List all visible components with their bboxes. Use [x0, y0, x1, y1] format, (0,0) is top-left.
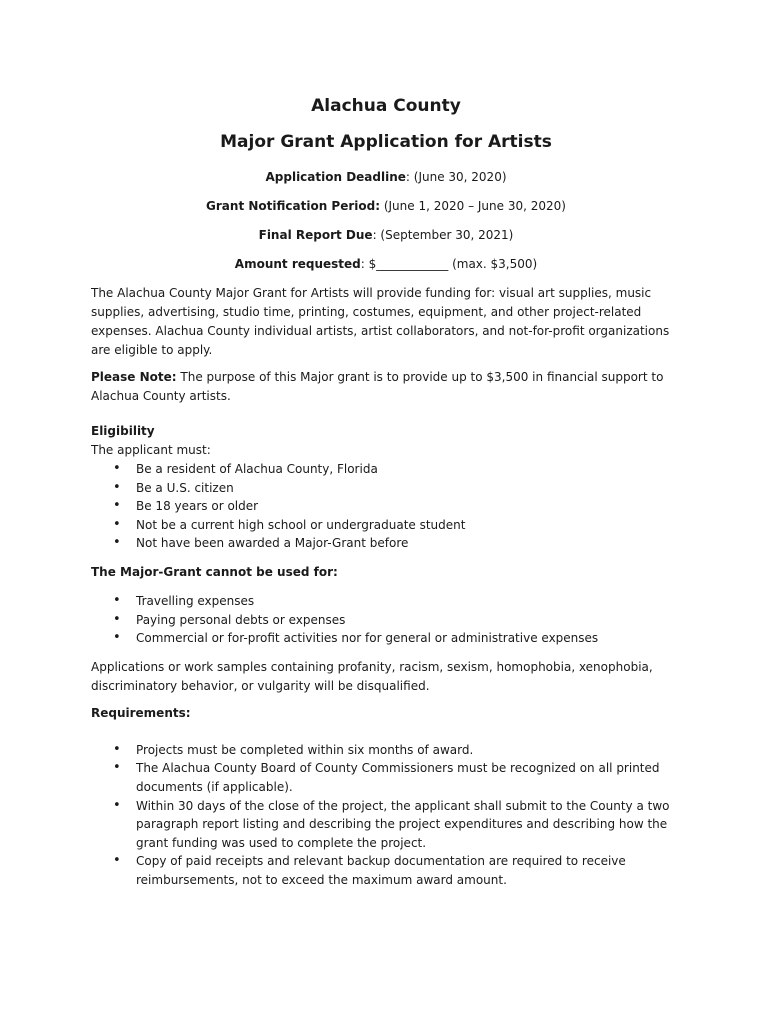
requirement-item: • Copy of paid receipts and relevant backup documentation are required to receive reimbursements, not to exceed the maximum award amount. [91, 852, 681, 889]
eligibility-heading: Eligibility [91, 424, 155, 438]
notification-period [91, 197, 681, 215]
eligibility-item: • Not have been awarded a Major-Grant before [91, 534, 681, 553]
eligibility-lead: The applicant must: [91, 443, 211, 457]
requirements-heading: Requirements: [91, 705, 191, 720]
amount-value: : $____________ (max. $3,500) [360, 257, 538, 271]
note-text: The purpose of this Major grant is to provide up to $3,500 in financial support to Alachua County artists. [91, 370, 664, 403]
restrictions-heading: The Major-Grant cannot be used for: [91, 564, 338, 579]
note-paragraph [91, 368, 681, 406]
eligibility-item: • Be a U.S. citizen [91, 479, 681, 498]
county-title: Alachua County [311, 96, 461, 116]
eligibility-list [91, 460, 681, 553]
application-title: Major Grant Application for Artists [220, 132, 552, 152]
requirements-list [91, 741, 681, 890]
notification-label: Grant Notification Period: [206, 199, 381, 213]
eligibility-item: • Not be a current high school or undergraduate student [91, 516, 681, 535]
restriction-item: • Travelling expenses [91, 592, 681, 611]
restrictions-list [91, 592, 681, 648]
intro-paragraph: The Alachua County Major Grant for Artists will provide funding for: visual art supplies, music supplies, advertising, studio time, printing, costumes, equipment, and other project-related expenses. Alachua County individual artists, artist collaborators, and not-for-profit organizations are eligible to apply. [91, 286, 670, 357]
eligibility-item: • Be 18 years or older [91, 497, 681, 516]
report-label: Final Report Due [258, 228, 373, 242]
notification-value: (June 1, 2020 – June 30, 2020) [380, 199, 566, 213]
application-deadline [91, 168, 681, 186]
final-report-due [91, 226, 681, 244]
amount-label: Amount requested [234, 257, 361, 271]
eligibility-item: • Be a resident of Alachua County, Florida [91, 460, 681, 479]
deadline-label: Application Deadline [265, 170, 406, 184]
requirement-item: • Within 30 days of the close of the project, the applicant shall submit to the County a two paragraph report listing and describing the project expenditures and describing how the grant funding was used to complete the project. [91, 797, 681, 853]
disqualification-paragraph: Applications or work samples containing profanity, racism, sexism, homophobia, xenophobia, discriminatory behavior, or vulgarity will be disqualified. [91, 659, 653, 693]
restriction-item: • Commercial or for-profit activities nor for general or administrative expenses [91, 629, 681, 648]
restriction-item: • Paying personal debts or expenses [91, 611, 681, 630]
deadline-value: : (June 30, 2020) [405, 170, 507, 184]
requirement-item: • Projects must be completed within six months of award. [91, 741, 681, 760]
amount-requested [91, 255, 681, 273]
note-label: Please Note: [91, 370, 177, 384]
document-body [91, 94, 681, 890]
requirement-item: • The Alachua County Board of County Commissioners must be recognized on all printed documents (if applicable). [91, 759, 681, 796]
report-value: : (September 30, 2021) [372, 228, 514, 242]
